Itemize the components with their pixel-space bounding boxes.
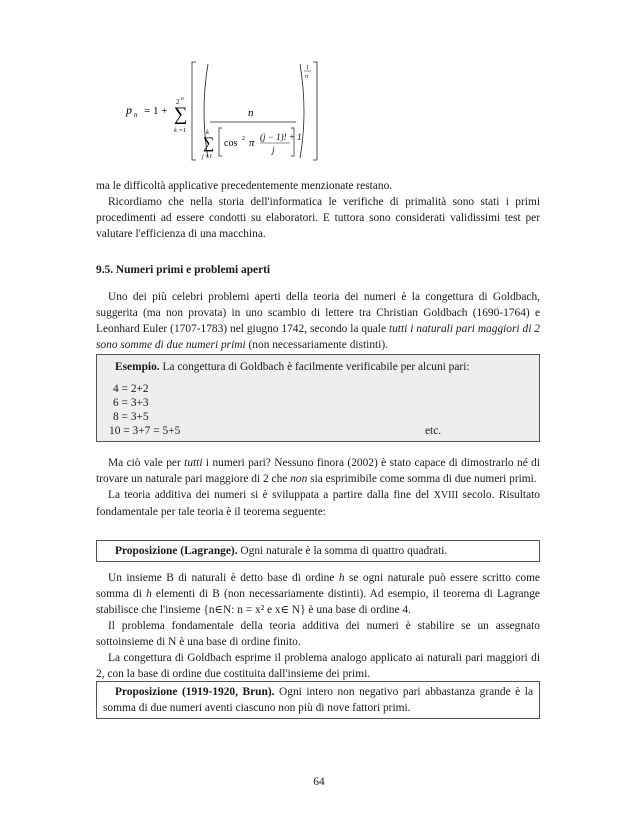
brun-proposition-box — [96, 681, 540, 719]
formula-lhs: p — [126, 103, 132, 117]
outer-right-paren — [300, 64, 304, 158]
example-equation-4 — [109, 423, 533, 437]
text-span: sia esprimibile come somma di due numeri primi. — [307, 473, 537, 485]
text-span: i numeri pari? Nessuno finora (2002) è stato capace di dimostrarlo né di trovare un naturale pari maggiore di 2 che — [96, 457, 540, 485]
formula-lhs-sub: n — [134, 111, 138, 119]
section-para1-italic: tutti i naturali pari maggiori di 2 sono somme di due numeri primi — [96, 323, 540, 351]
section-text — [96, 289, 540, 353]
after-example-para1 — [96, 455, 540, 487]
after-lagrange-para3: La congettura di Goldbach esprime il problema analogo applicato ai naturali pari maggiori di 2, con la base di ordine due costituita dall'insieme dei primi. — [96, 652, 540, 680]
formula-sum-lower: k =1 — [174, 127, 187, 134]
intro-para2: Ricordiamo che nella storia dell'informatica le verifiche di primalità sono stati i primi procedimenti ad essere condotti su elaboratori. E tuttora sono considerati validissimi test per valutare l'efficienza di una macchina. — [96, 196, 540, 240]
after-lagrange-para1 — [96, 570, 540, 618]
after-lagrange-text — [96, 570, 540, 682]
proposition-text: Ogni intero non negativo pari abbastanza grande è la somma di due numeri aventi ciascuno non più di nove fattori primi. — [103, 686, 534, 714]
formula — [120, 60, 340, 175]
example-equation-3 — [109, 409, 533, 423]
formula-eq: = 1 + — [144, 105, 168, 117]
intro-text — [96, 178, 540, 242]
equation-text: 10 = 3+7 = 5+5 — [109, 425, 181, 437]
italic-span: h — [146, 588, 152, 600]
formula-inner-sum-lower: j =1 — [202, 154, 213, 160]
lagrange-proposition — [103, 543, 533, 559]
equation-text: 6 = 3+3 — [113, 397, 149, 409]
formula-numerator: n — [248, 107, 254, 119]
example-etc: etc. — [425, 425, 442, 437]
formula-sum-upper: 2 — [176, 98, 180, 106]
italic-span: tutti — [184, 457, 203, 469]
equation-text: 8 = 3+5 — [113, 411, 149, 423]
intro-line1: ma le difficoltà applicative precedentemente menzionate restano. — [96, 180, 393, 192]
lagrange-proposition-box — [96, 540, 540, 562]
section-heading: 9.5. Numeri primi e problemi aperti — [96, 264, 271, 276]
inner-left-bracket — [219, 128, 222, 156]
section-para1-a: Uno dei più celebri problemi aperti della teoria dei numeri è la congettura di Goldbach, suggerita (ma non provata) in uno scambio di lettere tra Christian Goldbach (1690-1764) e Leonhard Euler (1707-1783) nel giugno 1742, secondo la quale — [96, 291, 540, 335]
example-equation-2 — [109, 395, 533, 409]
proposition-title: Proposizione (Lagrange). — [115, 545, 238, 557]
section-para1-b: (non necessariamente distinti). — [245, 339, 388, 351]
after-lagrange-para2: Il problema fondamentale della teoria additiva dei numeri è stabilire se un assegnato sottoinsieme di N è una base di ordine finito. — [96, 620, 540, 648]
formula-cos-exp: 2 — [242, 136, 245, 142]
equation-text: 4 = 2+2 — [113, 383, 149, 395]
italic-span: non — [290, 473, 308, 485]
text-span: Un insieme B di naturali è detto base di ordine — [108, 572, 339, 584]
example-title: Esempio. — [115, 361, 160, 373]
formula-cos: cos — [224, 138, 238, 149]
century-text: XVIII — [433, 490, 459, 501]
text-span: La teoria additiva dei numeri si è sviluppata a partire dalla fine del — [108, 489, 434, 501]
italic-span: h — [338, 572, 345, 584]
brun-proposition — [103, 684, 533, 716]
example-header — [103, 359, 533, 375]
text-span: Ma ciò vale per — [108, 457, 185, 469]
proposition-text: Ogni naturale è la somma di quattro quadrati. — [237, 545, 448, 557]
set-notation: n∈N: n = x² e x∈ N — [208, 604, 301, 616]
proposition-title: Proposizione (1919-1920, Brun). — [115, 686, 275, 698]
formula-sum-upper-exp: n — [181, 96, 184, 102]
formula-frac-num: (j − 1)! + 1 — [260, 132, 302, 142]
example-text: La congettura di Goldbach è facilmente verificabile per alcuni pari: — [159, 361, 470, 373]
page-number: 64 — [313, 776, 325, 788]
formula-sum-sign: ∑ — [174, 104, 188, 125]
outer-left-bracket — [192, 62, 196, 160]
formula-frac-den: j — [272, 145, 275, 155]
text-span: } è una base di ordine 4. — [300, 604, 411, 616]
formula-inner-sum-upper: k — [206, 129, 209, 136]
formula-outer-exp-num: 1 — [306, 65, 309, 71]
formula-outer-exp-den: n — [305, 74, 308, 80]
example-equation-1 — [109, 381, 533, 395]
outer-right-bracket — [313, 62, 317, 160]
after-example-para2 — [96, 487, 540, 520]
formula-pi: π — [249, 137, 255, 149]
text-span: se ogni naturale può essere scritto come somma di — [96, 572, 540, 600]
formula-inner-sum-sign: ∑ — [203, 135, 215, 152]
text-span: secolo. Risultato fondamentale per tale teoria è il teorema seguente: — [96, 489, 540, 518]
after-example-text — [96, 455, 540, 520]
section-para1 — [96, 289, 540, 353]
text-span: elementi di B (non necessariamente distinti). Ad esempio, il teorema di Lagrange stabilisce che l'insieme { — [96, 588, 540, 616]
example-box — [96, 354, 540, 442]
